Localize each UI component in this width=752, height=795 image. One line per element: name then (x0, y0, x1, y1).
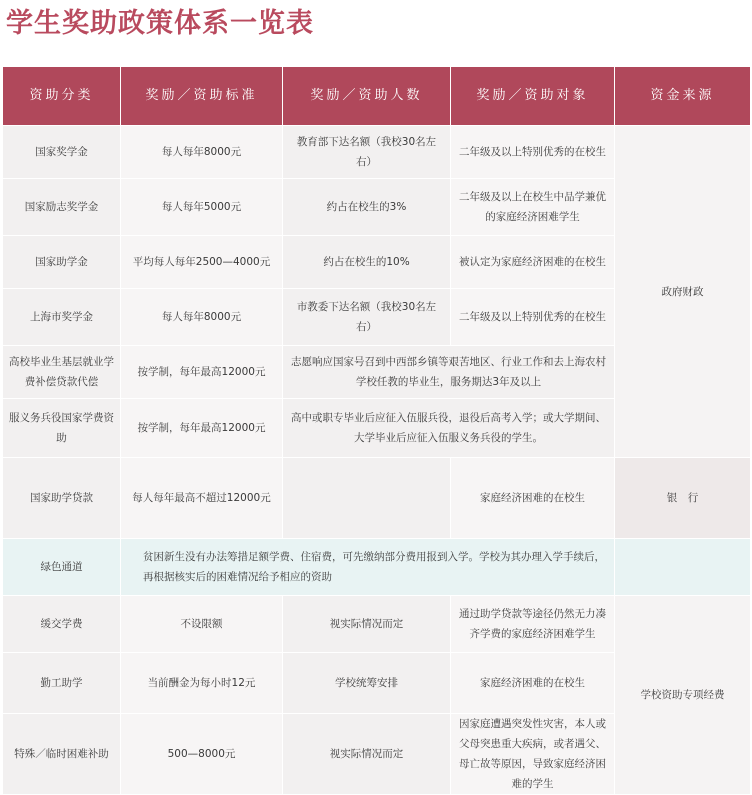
cell-category: 上海市奖学金 (3, 289, 121, 346)
cell-green-channel-description: 贫困新生没有办法筹措足额学费、住宿费，可先缴纳部分费用报到入学。学校为其办理入学手续后，再根据核实后的困难情况给予相应的资助 (121, 539, 615, 596)
cell-standard: 当前酬金为每小时12元 (121, 653, 283, 714)
cell-source-government: 政府财政 (615, 126, 751, 458)
cell-standard: 每人每年8000元 (121, 126, 283, 179)
cell-merged-description: 高中或职专毕业后应征入伍服兵役，退役后高考入学；或大学期间、大学毕业后应征入伍服义务兵役的学生。 (283, 399, 615, 458)
cell-standard: 每人每年5000元 (121, 179, 283, 236)
cell-source-school: 学校资助专项经费 (615, 596, 751, 795)
cell-category: 高校毕业生基层就业学费补偿贷款代偿 (3, 346, 121, 399)
page-title: 学生奖助政策体系一览表 (6, 8, 314, 39)
cell-target: 家庭经济困难的在校生 (451, 653, 615, 714)
cell-number: 视实际情况而定 (283, 714, 451, 795)
table-row (3, 596, 751, 653)
cell-target: 二年级及以上特别优秀的在校生 (451, 126, 615, 179)
header-number: 奖励／资助人数 (283, 67, 451, 126)
cell-standard: 500—8000元 (121, 714, 283, 795)
header-source: 资金来源 (615, 67, 751, 126)
cell-merged-description: 志愿响应国家号召到中西部乡镇等艰苦地区、行业工作和去上海农村学校任教的毕业生，服务期达3年及以上 (283, 346, 615, 399)
cell-standard: 每人每年最高不超过12000元 (121, 458, 283, 539)
cell-category: 国家助学贷款 (3, 458, 121, 539)
cell-target: 家庭经济困难的在校生 (451, 458, 615, 539)
cell-source-bank: 银 行 (615, 458, 751, 539)
table-row (3, 126, 751, 179)
table-row (3, 539, 751, 596)
cell-target: 因家庭遭遇突发性灾害，本人或父母突患重大疾病，或者遇父、母亡故等原因，导致家庭经济困难的学生 (451, 714, 615, 795)
header-target: 奖励／资助对象 (451, 67, 615, 126)
cell-standard: 按学制，每年最高12000元 (121, 399, 283, 458)
table-header-row (3, 67, 751, 126)
cell-category: 勤工助学 (3, 653, 121, 714)
cell-target: 被认定为家庭经济困难的在校生 (451, 236, 615, 289)
cell-category: 缓交学费 (3, 596, 121, 653)
cell-category: 国家助学金 (3, 236, 121, 289)
cell-target: 通过助学贷款等途径仍然无力凑齐学费的家庭经济困难学生 (451, 596, 615, 653)
cell-category: 绿色通道 (3, 539, 121, 596)
cell-number (283, 458, 451, 539)
cell-number: 市教委下达名额（我校30名左右） (283, 289, 451, 346)
header-category: 资助分类 (3, 67, 121, 126)
cell-category: 国家励志奖学金 (3, 179, 121, 236)
cell-target: 二年级及以上特别优秀的在校生 (451, 289, 615, 346)
cell-number: 教育部下达名额（我校30名左右） (283, 126, 451, 179)
cell-category: 服义务兵役国家学费资助 (3, 399, 121, 458)
cell-source-empty (615, 539, 751, 596)
cell-standard: 平均每人每年2500—4000元 (121, 236, 283, 289)
cell-target: 二年级及以上在校生中品学兼优的家庭经济困难学生 (451, 179, 615, 236)
cell-number: 约占在校生的10% (283, 236, 451, 289)
cell-category: 特殊／临时困难补助 (3, 714, 121, 795)
cell-number: 约占在校生的3% (283, 179, 451, 236)
table-row (3, 458, 751, 539)
cell-standard: 按学制，每年最高12000元 (121, 346, 283, 399)
policy-table (2, 66, 751, 795)
header-standard: 奖励／资助标准 (121, 67, 283, 126)
cell-number: 学校统筹安排 (283, 653, 451, 714)
cell-number: 视实际情况而定 (283, 596, 451, 653)
cell-category: 国家奖学金 (3, 126, 121, 179)
cell-standard: 每人每年8000元 (121, 289, 283, 346)
cell-standard: 不设限额 (121, 596, 283, 653)
